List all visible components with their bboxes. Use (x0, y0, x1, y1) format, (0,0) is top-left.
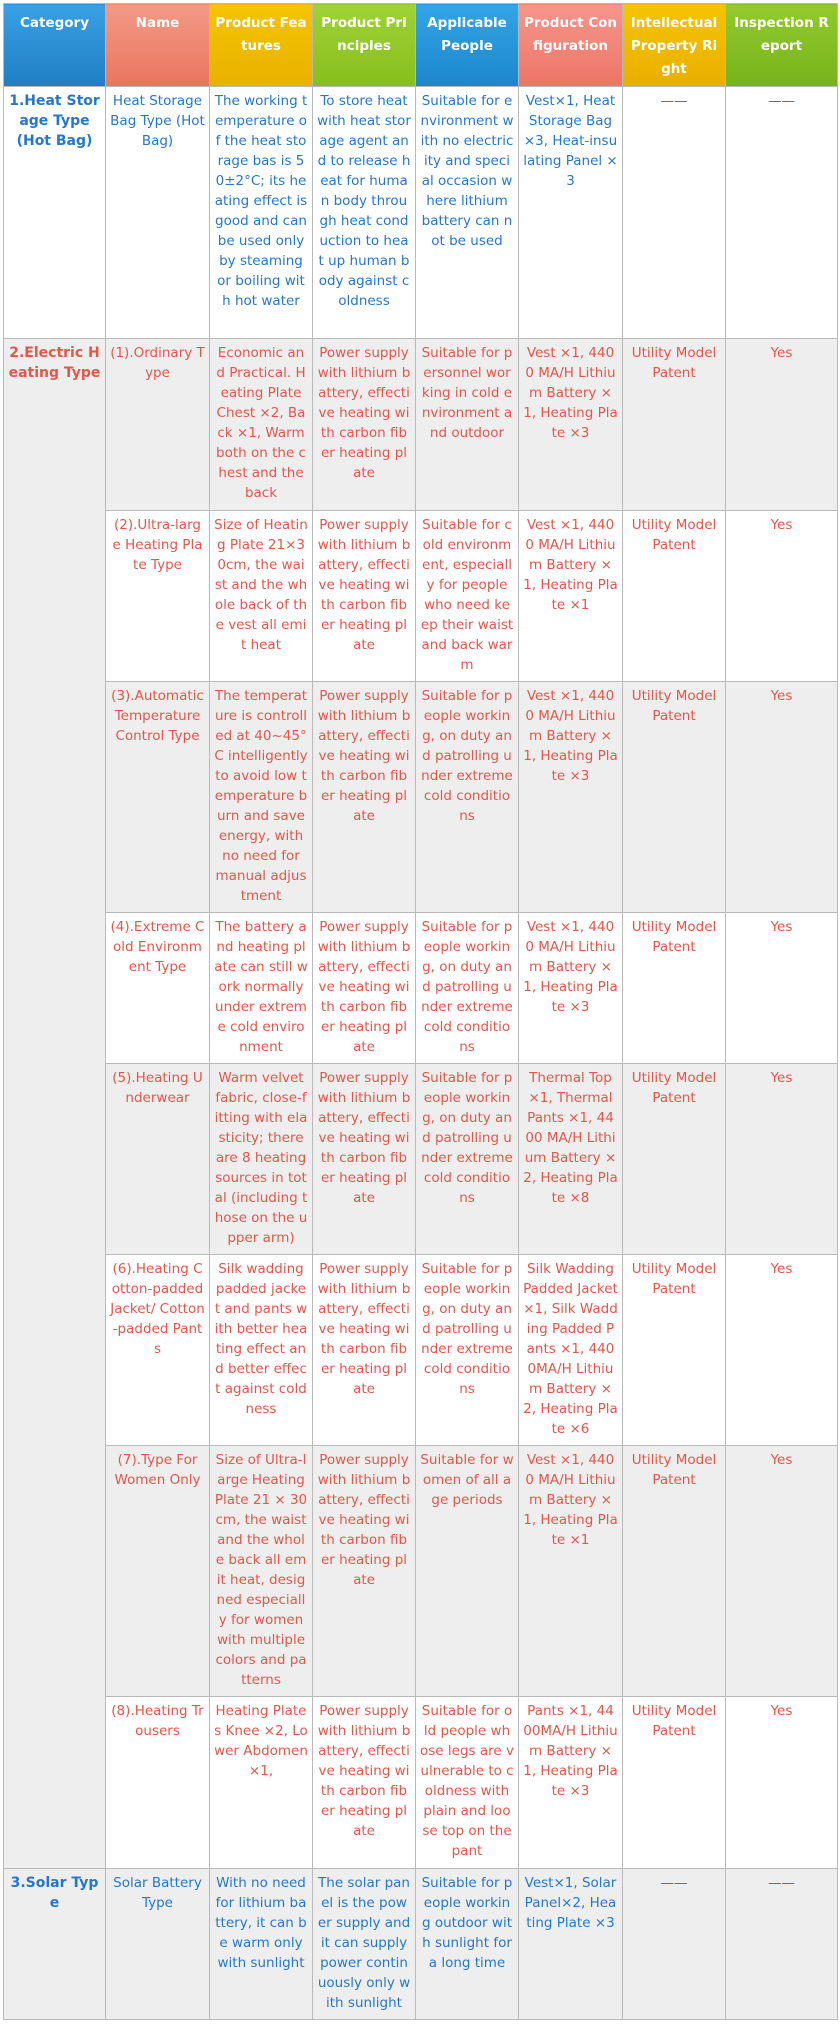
name-cell: (8).Heating Trousers (106, 1697, 210, 1869)
features-cell: The working temperature of the heat storage bas is 50±2°C; its heating effect is good and can be used only by steaming or boiling with hot water (210, 87, 313, 339)
config-cell: Thermal Top ×1, Thermal Pants ×1, 4400 MA/H Lithium Battery ×2, Heating Plate ×8 (519, 1064, 623, 1255)
principles-cell: To store heat with heat storage agent and to release heat for human body through heat conduction to heat up human body against coldness (313, 87, 416, 339)
header-people: Applicable People (416, 4, 519, 87)
principles-cell: Power supply with lithium battery, effective heating with carbon fiber heating plate (313, 1697, 416, 1869)
ip-cell: Utility Model Patent (623, 511, 726, 682)
ip-cell: Utility Model Patent (623, 1064, 726, 1255)
ip-cell: Utility Model Patent (623, 1446, 726, 1697)
config-cell: Vest ×1, 4400 MA/H Lithium Battery ×1, Heating Plate ×3 (519, 682, 623, 913)
ip-cell: —— (623, 87, 726, 339)
config-cell: Vest ×1, 4400 MA/H Lithium Battery ×1, Heating Plate ×3 (519, 913, 623, 1064)
config-cell: Silk Wadding Padded Jacket ×1, Silk Wadding Padded Pants ×1, 4400MA/H Lithium Battery ×2, Heating Plate ×6 (519, 1255, 623, 1446)
features-cell: Warm velvet fabric, close-fitting with elasticity; there are 8 heating sources in total (including those on the upper arm) (210, 1064, 313, 1255)
features-cell: Silk wadding padded jacket and pants with better heating effect and better effect against coldness (210, 1255, 313, 1446)
name-cell: (2).Ultra-large Heating Plate Type (106, 511, 210, 682)
people-cell: Suitable for environment with no electricity and special occasion where lithium battery can not be used (416, 87, 519, 339)
table-row (4, 87, 838, 339)
report-cell: Yes (726, 1255, 838, 1446)
people-cell: Suitable for people working, on duty and patrolling under extreme cold conditions (416, 1064, 519, 1255)
principles-cell: Power supply with lithium battery, effective heating with carbon fiber heating plate (313, 1446, 416, 1697)
report-cell: —— (726, 87, 838, 339)
features-cell: Economic and Practical. Heating Plate Chest ×2, Back ×1, Warm both on the chest and the back (210, 339, 313, 511)
people-cell: Suitable for people working, on duty and patrolling under extreme cold conditions (416, 1255, 519, 1446)
people-cell: Suitable for people working, on duty and patrolling under extreme cold conditions (416, 682, 519, 913)
people-cell: Suitable for people working, on duty and patrolling under extreme cold conditions (416, 913, 519, 1064)
report-cell: Yes (726, 511, 838, 682)
ip-cell: —— (623, 1869, 726, 2020)
name-cell: (7).Type For Women Only (106, 1446, 210, 1697)
name-cell: Heat Storage Bag Type (Hot Bag) (106, 87, 210, 339)
category-cell: 3.Solar Type (4, 1869, 106, 2020)
table-row (4, 1255, 838, 1446)
ip-cell: Utility Model Patent (623, 682, 726, 913)
header-inspection-report: Inspection Report (726, 4, 838, 87)
report-cell: —— (726, 1869, 838, 2020)
table-row (4, 1869, 838, 2020)
principles-cell: Power supply with lithium battery, effective heating with carbon fiber heating plate (313, 339, 416, 511)
report-cell: Yes (726, 682, 838, 913)
features-cell: The temperature is controlled at 40~45°C intelligently to avoid low temperature burn and save energy, with no need for manual adjustment (210, 682, 313, 913)
header-row (4, 4, 838, 87)
config-cell: Vest×1, Solar Panel×2, Heating Plate ×3 (519, 1869, 623, 2020)
table-row (4, 1064, 838, 1255)
table-row (4, 682, 838, 913)
name-cell: (3).Automatic Temperature Control Type (106, 682, 210, 913)
features-cell: Size of Heating Plate 21×30cm, the waist and the whole back of the vest all emit heat (210, 511, 313, 682)
report-cell: Yes (726, 1697, 838, 1869)
table-row (4, 913, 838, 1064)
header-ip-right: Intellectual Property Right (623, 4, 726, 87)
header-category: Category (4, 4, 106, 87)
product-table (3, 3, 838, 2020)
name-cell: Solar Battery Type (106, 1869, 210, 2020)
table-row (4, 1697, 838, 1869)
features-cell: The battery and heating plate can still work normally under extreme cold environment (210, 913, 313, 1064)
principles-cell: Power supply with lithium battery, effective heating with carbon fiber heating plate (313, 913, 416, 1064)
category-cell: 2.Electric Heating Type (4, 339, 106, 1869)
report-cell: Yes (726, 913, 838, 1064)
ip-cell: Utility Model Patent (623, 913, 726, 1064)
config-cell: Vest ×1, 4400 MA/H Lithium Battery ×1, Heating Plate ×3 (519, 339, 623, 511)
people-cell: Suitable for old people whose legs are vulnerable to coldness with plain and loose top on the pant (416, 1697, 519, 1869)
people-cell: Suitable for people working outdoor with sunlight for a long time (416, 1869, 519, 2020)
header-principles: Product Principles (313, 4, 416, 87)
people-cell: Suitable for cold environment, especially for people who need keep their waist and back warm (416, 511, 519, 682)
name-cell: (4).Extreme Cold Environment Type (106, 913, 210, 1064)
principles-cell: Power supply with lithium battery, effective heating with carbon fiber heating plate (313, 1064, 416, 1255)
features-cell: Size of Ultra-large Heating Plate 21 × 30 cm, the waist and the whole back all emit heat, designed especially for women with multiple colors and patterns (210, 1446, 313, 1697)
config-cell: Pants ×1, 4400MA/H Lithium Battery ×1, Heating Plate ×3 (519, 1697, 623, 1869)
principles-cell: Power supply with lithium battery, effective heating with carbon fiber heating plate (313, 682, 416, 913)
features-cell: Heating Plates Knee ×2, Lower Abdomen ×1, (210, 1697, 313, 1869)
ip-cell: Utility Model Patent (623, 1697, 726, 1869)
report-cell: Yes (726, 339, 838, 511)
ip-cell: Utility Model Patent (623, 1255, 726, 1446)
header-configuration: Product Configuration (519, 4, 623, 87)
table-row (4, 1446, 838, 1697)
ip-cell: Utility Model Patent (623, 339, 726, 511)
report-cell: Yes (726, 1064, 838, 1255)
principles-cell: The solar panel is the power supply and it can supply power continuously only with sunlight (313, 1869, 416, 2020)
people-cell: Suitable for personnel working in cold environment and outdoor (416, 339, 519, 511)
config-cell: Vest ×1, 4400 MA/H Lithium Battery ×1, Heating Plate ×1 (519, 1446, 623, 1697)
report-cell: Yes (726, 1446, 838, 1697)
table-row (4, 511, 838, 682)
principles-cell: Power supply with lithium battery, effective heating with carbon fiber heating plate (313, 511, 416, 682)
table-row (4, 339, 838, 511)
features-cell: With no need for lithium battery, it can be warm only with sunlight (210, 1869, 313, 2020)
header-features: Product Features (210, 4, 313, 87)
people-cell: Suitable for women of all age periods (416, 1446, 519, 1697)
config-cell: Vest×1, Heat Storage Bag ×3, Heat-insulating Panel ×3 (519, 87, 623, 339)
category-cell: 1.Heat Storage Type (Hot Bag) (4, 87, 106, 339)
config-cell: Vest ×1, 4400 MA/H Lithium Battery ×1, Heating Plate ×1 (519, 511, 623, 682)
name-cell: (5).Heating Underwear (106, 1064, 210, 1255)
principles-cell: Power supply with lithium battery, effective heating with carbon fiber heating plate (313, 1255, 416, 1446)
header-name: Name (106, 4, 210, 87)
name-cell: (6).Heating Cotton-padded Jacket/ Cotton-padded Pants (106, 1255, 210, 1446)
name-cell: (1).Ordinary Type (106, 339, 210, 511)
